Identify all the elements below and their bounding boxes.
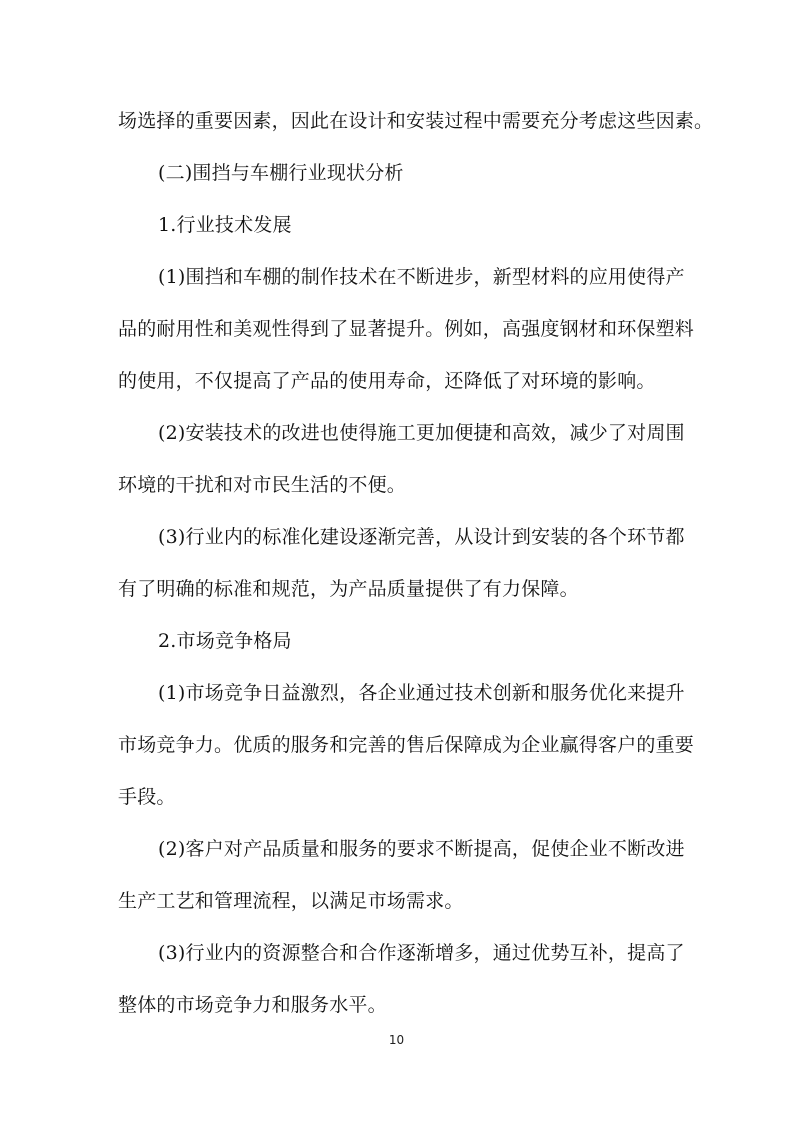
section-heading: (二)围挡与车棚行业现状分析 <box>158 162 404 184</box>
text-line: 的使用，不仅提高了产品的使用寿命，还降低了对环境的影响。 <box>118 370 656 392</box>
text-line: (3)行业内的资源整合和合作逐渐增多，通过优势互补，提高了 <box>158 942 685 964</box>
text-line: (1)围挡和车棚的制作技术在不断进步，新型材料的应用使得产 <box>158 266 685 288</box>
text-line: (2)客户对产品质量和服务的要求不断提高，促使企业不断改进 <box>158 838 685 860</box>
text-line: 市场竞争力。优质的服务和完善的售后保障成为企业赢得客户的重要 <box>118 734 695 756</box>
subsection-heading: 2.市场竞争格局 <box>158 630 292 652</box>
page-number: 10 <box>388 1033 405 1047</box>
text-line: 有了明确的标准和规范，为产品质量提供了有力保障。 <box>118 578 579 600</box>
text-line: (1)市场竞争日益激烈，各企业通过技术创新和服务优化来提升 <box>158 682 685 704</box>
text-line: (2)安装技术的改进也使得施工更加便捷和高效，减少了对周围 <box>158 422 685 444</box>
text-line: (3)行业内的标准化建设逐渐完善，从设计到安装的各个环节都 <box>158 526 685 548</box>
text-line: 整体的市场竞争力和服务水平。 <box>118 994 387 1016</box>
text-line: 生产工艺和管理流程，以满足市场需求。 <box>118 890 464 912</box>
text-line: 场选择的重要因素，因此在设计和安装过程中需要充分考虑这些因素。 <box>118 110 714 132</box>
text-line: 品的耐用性和美观性得到了显著提升。例如，高强度钢材和环保塑料 <box>118 318 695 340</box>
text-line: 环境的干扰和对市民生活的不便。 <box>118 474 407 496</box>
text-line: 手段。 <box>118 786 176 808</box>
subsection-heading: 1.行业技术发展 <box>158 214 292 236</box>
